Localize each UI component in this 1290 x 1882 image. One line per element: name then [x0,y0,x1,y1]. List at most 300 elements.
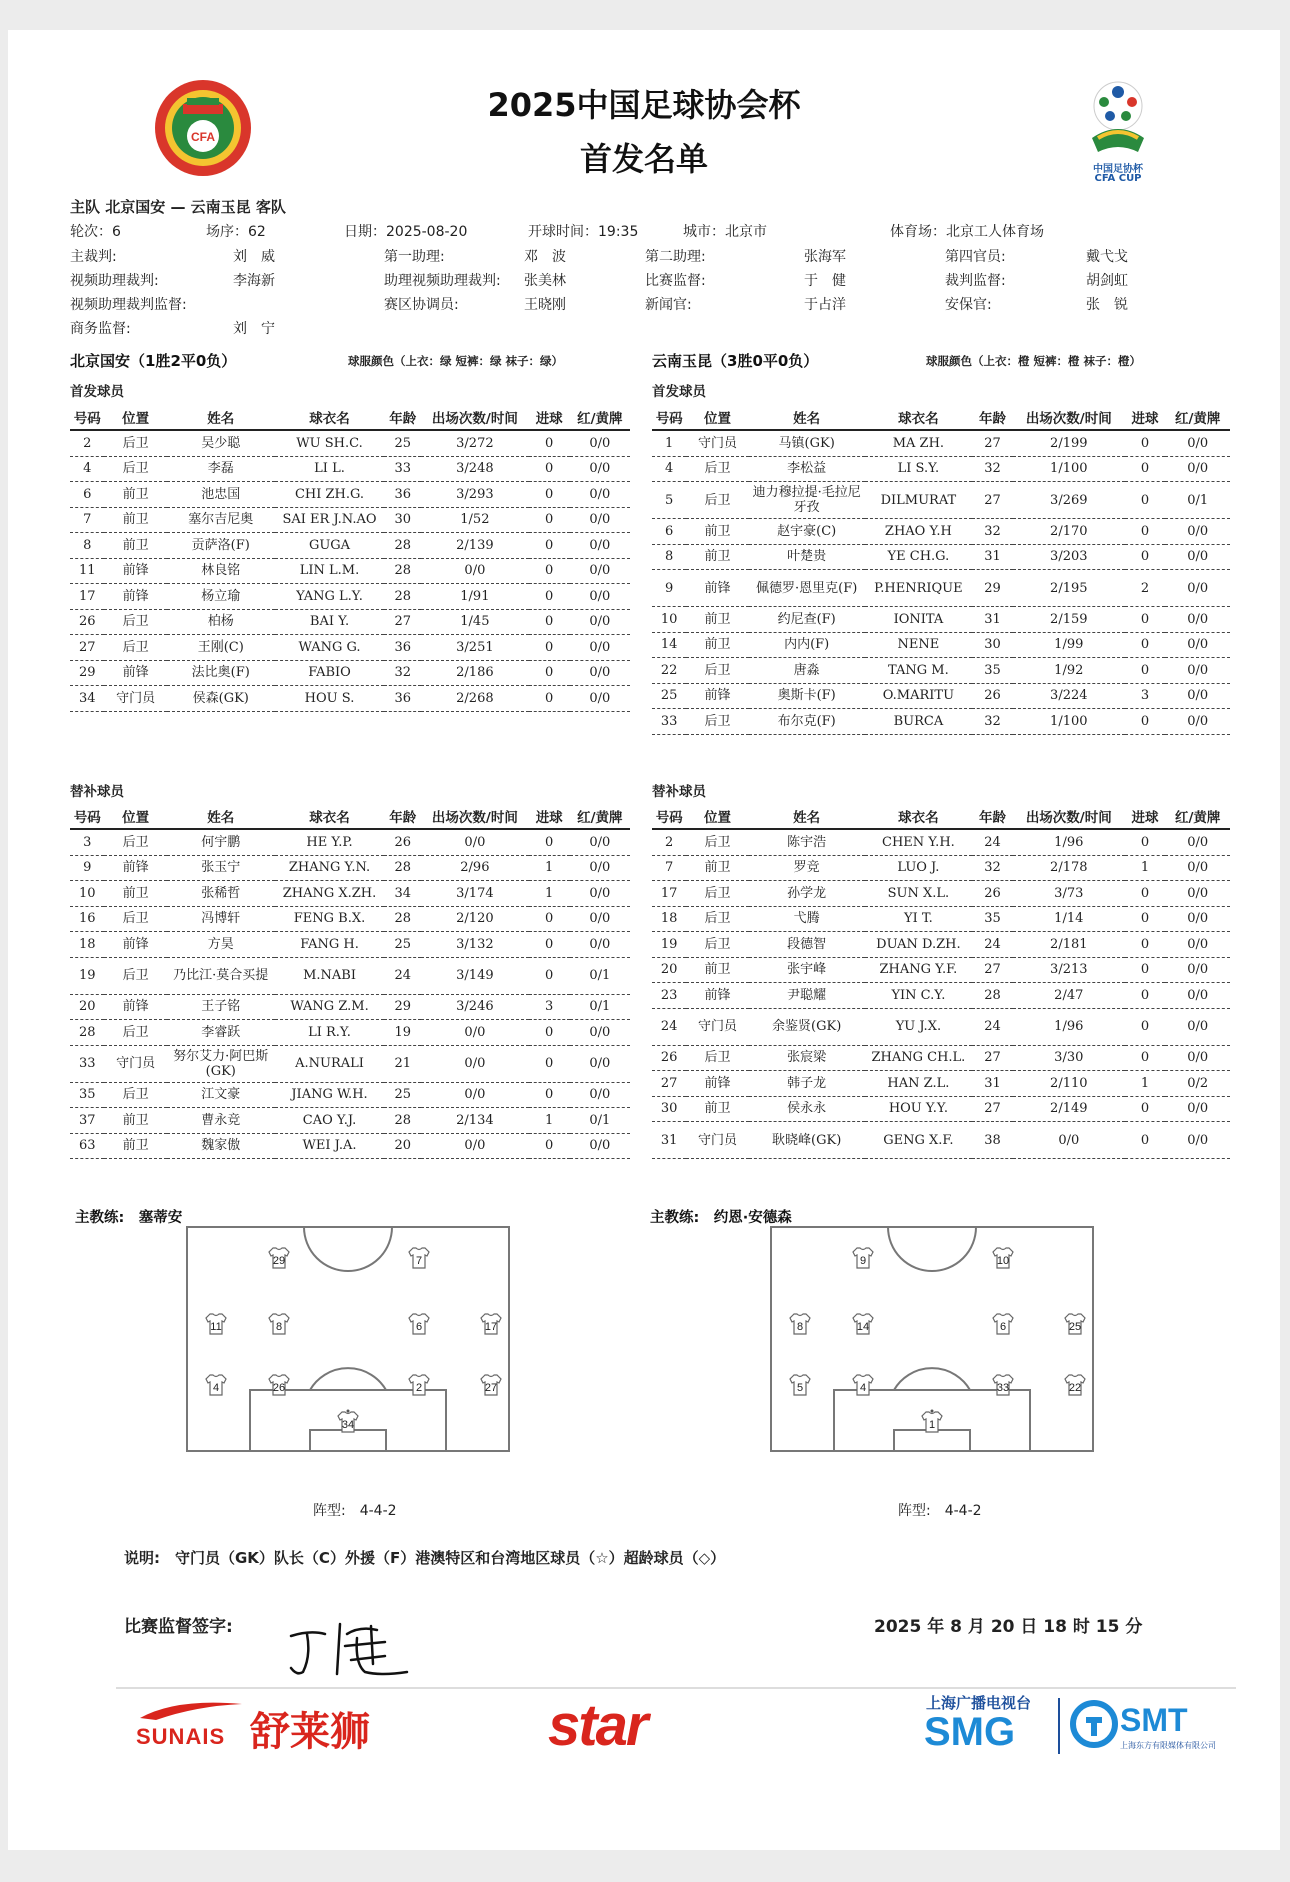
shirt-name: CAO Y.J. [275,1108,385,1134]
shirt-number: 4 [859,1382,867,1394]
goals: 0 [1125,607,1166,633]
shirt-number: 34 [341,1419,355,1431]
player-position: 前锋 [686,983,748,1009]
shirt-name: O.MARITU [865,683,972,709]
signature-timestamp: 2025 年 8 月 20 日 18 时 15 分 [874,1617,1143,1637]
player-number: 19 [70,957,104,994]
away-kit-colors: 球服颜色（上衣：橙 短裤：橙 袜子：橙） [926,354,1142,368]
cards: 0/0 [570,635,630,661]
player-row [652,829,1230,855]
shirt-number: 5 [796,1382,804,1394]
player-number: 26 [70,609,104,635]
player-position: 前锋 [104,584,166,610]
player-position: 前锋 [104,855,166,881]
shirt-name: WU SH.C. [275,430,385,456]
shirt-name: HE Y.P. [275,829,385,855]
player-number: 37 [70,1108,104,1134]
player-row [70,1133,630,1159]
goals: 0 [529,584,570,610]
player-age: 20 [384,1133,421,1159]
player-age: 24 [972,932,1013,958]
player-number: 9 [652,570,686,607]
penalty-spot [347,1410,350,1413]
shirt-name: YANG L.Y. [275,584,385,610]
player-shirt [853,1248,873,1268]
player-row [652,683,1230,709]
player-shirt [269,1375,289,1395]
player-age: 28 [384,558,421,584]
appearances: 1/14 [1013,906,1125,932]
cards: 0/0 [1165,632,1230,658]
player-row [652,1008,1230,1045]
official-value: 戴弋戈 [1086,249,1128,265]
column-header: 姓名 [749,405,865,430]
player-number: 27 [70,635,104,661]
player-age: 28 [384,906,421,932]
goals: 0 [529,1133,570,1159]
appearances: 2/170 [1013,519,1125,545]
player-number: 4 [70,456,104,482]
player-row [70,829,630,855]
player-name: 努尔艾力·阿巴斯(GK) [167,1045,275,1082]
player-position: 后卫 [104,829,166,855]
player-number: 27 [652,1071,686,1097]
cfa-cup-en: CFA CUP [1094,173,1142,184]
cards: 0/0 [570,829,630,855]
penalty-spot [931,1410,934,1413]
shirt-number: 7 [415,1255,423,1267]
player-number: 3 [70,829,104,855]
shirt-name: LI L. [275,456,385,482]
player-number: 14 [652,632,686,658]
player-name: 法比奥(F) [167,660,275,686]
player-row [70,507,630,533]
column-header: 位置 [686,804,748,829]
player-position: 后卫 [104,430,166,456]
player-row [70,855,630,881]
column-header: 进球 [1125,405,1166,430]
center-arc [888,1227,976,1271]
player-age: 19 [384,1020,421,1046]
cards: 0/1 [570,994,630,1020]
player-position: 前卫 [686,957,748,983]
shirt-number: 17 [484,1321,498,1333]
player-shirt [790,1314,810,1334]
appearances: 2/199 [1013,430,1125,456]
star-logo: star [548,1693,647,1758]
player-position: 后卫 [686,1045,748,1071]
appearances: 1/96 [1013,1008,1125,1045]
player-row [70,533,630,559]
shirt-number: 11 [210,1321,222,1333]
player-age: 24 [384,957,421,994]
shirt-name: BAI Y. [275,609,385,635]
center-arc [304,1227,392,1271]
goals: 3 [529,994,570,1020]
player-position: 后卫 [104,609,166,635]
appearances: 1/92 [1013,658,1125,684]
appearances: 1/99 [1013,632,1125,658]
cards: 0/0 [570,1020,630,1046]
player-name: 柏杨 [167,609,275,635]
shirt-name: IONITA [865,607,972,633]
official-value: 李海新 [233,273,275,289]
column-header: 进球 [1125,804,1166,829]
player-shirt [1065,1375,1085,1395]
player-row [652,482,1230,519]
player-row [70,660,630,686]
column-header: 位置 [104,804,166,829]
goals: 0 [1125,932,1166,958]
player-position: 后卫 [686,658,748,684]
player-shirt [1065,1314,1085,1334]
player-position: 后卫 [686,932,748,958]
goals: 0 [529,1020,570,1046]
player-age: 27 [972,1096,1013,1122]
player-position: 前卫 [686,544,748,570]
player-name: 奥斯卡(F) [749,683,865,709]
player-number: 1 [652,430,686,456]
player-row [70,635,630,661]
goals: 0 [1125,906,1166,932]
player-number: 26 [652,1045,686,1071]
cfa-cup-cn: 中国足协杯 [1093,164,1143,175]
player-row [70,456,630,482]
player-position: 前卫 [686,519,748,545]
shirt-name: M.NABI [275,957,385,994]
player-name: 贡萨洛(F) [167,533,275,559]
cards: 0/0 [1165,1045,1230,1071]
player-position: 前锋 [104,994,166,1020]
player-number: 2 [70,430,104,456]
player-name: 尹聪耀 [749,983,865,1009]
player-name: 张宸梁 [749,1045,865,1071]
shirt-name: GUGA [275,533,385,559]
page-subtitle: 首发名单 [579,140,708,178]
player-number: 25 [652,683,686,709]
player-number: 17 [70,584,104,610]
official-value: 胡剑虹 [1086,273,1128,289]
player-name: 杨立瑜 [167,584,275,610]
appearances: 0/0 [421,829,529,855]
cards: 0/0 [1165,709,1230,735]
player-name: 曹永竞 [167,1108,275,1134]
player-age: 32 [972,855,1013,881]
player-row [70,584,630,610]
cards: 0/0 [570,686,630,712]
cards: 0/0 [570,855,630,881]
player-name: 马镇(GK) [749,430,865,456]
appearances: 0/0 [421,1082,529,1108]
player-name: 李松益 [749,456,865,482]
player-age: 36 [384,686,421,712]
home-starters-table [70,405,630,712]
goals: 0 [1125,632,1166,658]
shirt-name: SUN X.L. [865,881,972,907]
column-header: 姓名 [167,804,275,829]
player-position: 前卫 [686,855,748,881]
player-number: 5 [652,482,686,519]
cards: 0/0 [1165,1008,1230,1045]
player-position: 守门员 [686,1008,748,1045]
column-header: 号码 [652,405,686,430]
cards: 0/0 [1165,658,1230,684]
player-position: 前卫 [686,632,748,658]
appearances: 3/293 [421,482,529,508]
player-position: 前卫 [104,482,166,508]
player-row [652,456,1230,482]
goals: 0 [1125,881,1166,907]
sponsor-divider [1058,1698,1060,1754]
shirt-name: LI S.Y. [865,456,972,482]
player-row [652,658,1230,684]
appearances: 3/203 [1013,544,1125,570]
player-position: 守门员 [104,686,166,712]
smg-logo: SMG [924,1710,1016,1754]
column-header: 进球 [529,804,570,829]
goal-box [894,1430,970,1451]
player-row [70,1045,630,1082]
player-name: 叶楚贵 [749,544,865,570]
goals: 0 [529,609,570,635]
sunais-en: SUNAIS [136,1724,226,1749]
player-name: 王子铭 [167,994,275,1020]
shirt-name: ZHANG CH.L. [865,1045,972,1071]
appearances: 1/96 [1013,829,1125,855]
player-age: 31 [972,607,1013,633]
cards: 0/0 [570,430,630,456]
goals: 0 [1125,709,1166,735]
player-name: 余鉴贤(GK) [749,1008,865,1045]
player-shirt [409,1375,429,1395]
player-shirt [269,1314,289,1334]
column-header: 号码 [70,804,104,829]
player-number: 16 [70,906,104,932]
home-subs-label: 替补球员 [70,784,124,800]
player-row [70,430,630,456]
player-number: 29 [70,660,104,686]
player-age: 26 [384,829,421,855]
goals: 0 [529,932,570,958]
home-subs-table [70,804,630,1159]
column-header: 位置 [104,405,166,430]
shirt-name: LUO J. [865,855,972,881]
cards: 0/0 [570,456,630,482]
cards: 0/0 [1165,519,1230,545]
column-header: 红/黄牌 [1165,804,1230,829]
cards: 0/0 [570,533,630,559]
away-formation-pitch [770,1226,1094,1452]
player-number: 31 [652,1122,686,1159]
player-age: 32 [384,660,421,686]
cards: 0/0 [1165,855,1230,881]
player-name: 池忠国 [167,482,275,508]
away-subs-label: 替补球员 [652,784,706,800]
player-name: 何宇鹏 [167,829,275,855]
player-row [70,558,630,584]
column-header: 出场次数/时间 [421,405,529,430]
smt-logo: SMT [1120,1702,1188,1738]
goals: 0 [1125,430,1166,456]
penalty-arc [310,1368,386,1390]
player-age: 24 [972,1008,1013,1045]
table-header-row [70,405,630,430]
player-position: 前卫 [686,607,748,633]
appearances: 3/272 [421,430,529,456]
player-row [652,544,1230,570]
player-name: 冯博轩 [167,906,275,932]
info-kickoff: 开球时间：19:35 [528,224,639,240]
cards: 0/0 [1165,456,1230,482]
player-name: 张玉宁 [167,855,275,881]
official-value: 张美林 [524,273,566,289]
player-number: 18 [70,932,104,958]
goals: 0 [529,1082,570,1108]
player-row [652,430,1230,456]
player-number: 18 [652,906,686,932]
player-age: 27 [972,430,1013,456]
shirt-number: 29 [272,1255,286,1267]
appearances: 2/181 [1013,932,1125,958]
appearances: 2/159 [1013,607,1125,633]
shirt-name: LIN L.M. [275,558,385,584]
player-row [652,957,1230,983]
player-number: 35 [70,1082,104,1108]
official-label: 裁判监督: [945,273,1006,289]
goals: 1 [1125,1071,1166,1097]
appearances: 3/30 [1013,1045,1125,1071]
player-age: 30 [972,632,1013,658]
shirt-number: 22 [1068,1382,1082,1394]
away-formation: 阵型: 4-4-2 [898,1503,982,1519]
shirt-name: A.NURALI [275,1045,385,1082]
player-row [70,906,630,932]
player-name: 孙学龙 [749,881,865,907]
player-number: 10 [652,607,686,633]
appearances: 3/248 [421,456,529,482]
appearances: 2/120 [421,906,529,932]
goals: 0 [1125,519,1166,545]
goals: 0 [1125,829,1166,855]
cards: 0/0 [1165,829,1230,855]
shirt-name: YU J.X. [865,1008,972,1045]
player-shirt [481,1314,501,1334]
home-formation: 阵型: 4-4-2 [313,1503,397,1519]
official-value: 于占洋 [804,297,846,313]
official-label: 第四官员: [945,249,1006,265]
player-position: 后卫 [686,709,748,735]
player-position: 前卫 [104,1108,166,1134]
column-header: 球衣名 [865,405,972,430]
goals: 0 [529,906,570,932]
player-age: 29 [972,570,1013,607]
official-label: 视频助理裁判监督: [70,297,187,313]
sunais-cn: 舒莱狮 [250,1709,370,1755]
player-number: 6 [652,519,686,545]
cards: 0/0 [570,482,630,508]
appearances: 2/268 [421,686,529,712]
matchup: 主队 北京国安 — 云南玉昆 客队 [70,198,286,216]
player-number: 30 [652,1096,686,1122]
appearances: 3/246 [421,994,529,1020]
goals: 1 [529,855,570,881]
info-match-no: 场序：62 [206,224,266,240]
info-date: 日期：2025-08-20 [344,224,468,240]
goals: 0 [529,533,570,559]
shirt-name: MA ZH. [865,430,972,456]
player-name: 弋腾 [749,906,865,932]
lineup-sheet [8,30,1280,1850]
player-number: 33 [70,1045,104,1082]
shirt-name: CHI ZH.G. [275,482,385,508]
player-number: 19 [652,932,686,958]
player-name: 韩子龙 [749,1071,865,1097]
player-row [652,906,1230,932]
shirt-name: ZHANG Y.N. [275,855,385,881]
player-row [652,855,1230,881]
column-header: 红/黄牌 [1165,405,1230,430]
player-row [652,709,1230,735]
player-position: 守门员 [104,1045,166,1082]
player-number: 4 [652,456,686,482]
player-row [652,607,1230,633]
appearances: 2/110 [1013,1071,1125,1097]
appearances: 3/251 [421,635,529,661]
player-number: 28 [70,1020,104,1046]
player-age: 31 [972,544,1013,570]
player-age: 34 [384,881,421,907]
cards: 0/0 [570,1045,630,1082]
column-header: 红/黄牌 [570,804,630,829]
player-number: 20 [652,957,686,983]
player-age: 21 [384,1045,421,1082]
info-stadium: 体育场：北京工人体育场 [890,224,1044,240]
shirt-name: JIANG W.H. [275,1082,385,1108]
player-position: 前锋 [104,660,166,686]
player-row [652,1071,1230,1097]
shirt-name: HAN Z.L. [865,1071,972,1097]
player-age: 25 [384,1082,421,1108]
official-value: 刘 威 [233,249,275,265]
cards: 0/0 [1165,430,1230,456]
player-row [652,519,1230,545]
appearances: 2/47 [1013,983,1125,1009]
player-name: 李睿跃 [167,1020,275,1046]
player-row [70,686,630,712]
player-age: 30 [384,507,421,533]
player-position: 后卫 [104,456,166,482]
player-name: 侯永永 [749,1096,865,1122]
shirt-name: HOU S. [275,686,385,712]
player-shirt [409,1314,429,1334]
appearances: 3/269 [1013,482,1125,519]
shirt-name: TANG M. [865,658,972,684]
player-age: 36 [384,482,421,508]
cards: 0/0 [1165,906,1230,932]
official-label: 视频助理裁判: [70,273,159,289]
player-age: 26 [972,881,1013,907]
player-age: 28 [384,584,421,610]
away-subs-table [652,804,1230,1159]
goals: 1 [1125,855,1166,881]
cards: 0/0 [1165,881,1230,907]
player-name: 侯森(GK) [167,686,275,712]
player-row [652,1045,1230,1071]
player-age: 28 [384,533,421,559]
cfa-cup-logo [1078,76,1158,186]
goals: 0 [1125,1045,1166,1071]
player-name: 方昊 [167,932,275,958]
